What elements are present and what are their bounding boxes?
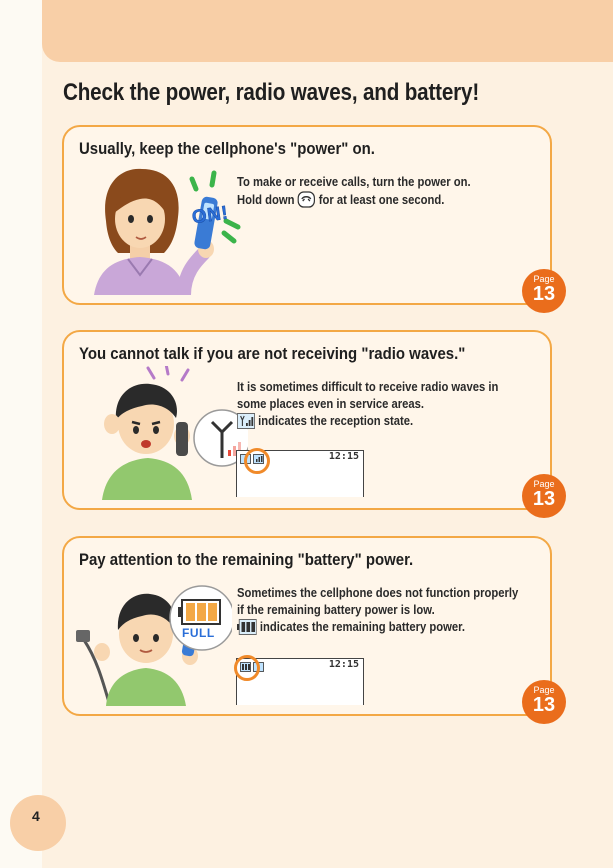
boy-with-charger-illustration (72, 578, 232, 706)
battery-desc-line-1: Sometimes the cellphone does not function properly (237, 586, 519, 600)
radio-desc-line-2: some places even in service areas. (237, 397, 425, 411)
battery-section-card (62, 536, 556, 716)
power-desc-line-1: To make or receive calls, turn the power on. (237, 175, 471, 189)
battery-description (237, 585, 518, 636)
signal-strength-icon (237, 413, 255, 429)
battery-level-icon (237, 619, 257, 635)
page-ref-label: Page (533, 479, 555, 489)
radio-section-card (62, 330, 556, 510)
battery-page-ref-badge[interactable] (522, 680, 566, 724)
page-ref-label: Page (533, 274, 555, 284)
battery-icon-text: indicates the remaining battery power. (259, 620, 465, 634)
page-title: Check the power, radio waves, and battery! (63, 79, 480, 106)
page-ref-label: Page (533, 685, 555, 695)
page-number: 4 (32, 808, 40, 824)
battery-highlight-circle (234, 655, 260, 681)
battery-section-heading: Pay attention to the remaining "battery" power. (79, 550, 414, 569)
power-section-heading: Usually, keep the cellphone's "power" on. (79, 139, 375, 158)
power-desc-before-key: Hold down (237, 193, 295, 207)
radio-section-heading: You cannot talk if you are not receiving "radio waves." (79, 344, 466, 363)
page-margin (0, 0, 42, 868)
power-description (237, 174, 471, 209)
end-power-key-icon (298, 191, 316, 208)
screen-clock: 12:15 (328, 659, 359, 670)
page-ref-number: 13 (532, 694, 556, 716)
screen-clock: 12:15 (328, 451, 359, 462)
radio-desc-line-3 (237, 413, 498, 430)
power-desc-line-2 (237, 191, 471, 209)
power-page-ref-badge[interactable] (522, 269, 566, 313)
battery-desc-line-3 (237, 619, 518, 636)
signal-highlight-circle (244, 448, 270, 474)
on-label: ON! (190, 202, 230, 229)
power-desc-after-key: for at least one second. (318, 193, 445, 207)
full-label: FULL (182, 626, 215, 640)
header-band (42, 0, 613, 62)
radio-page-ref-badge[interactable] (522, 474, 566, 518)
boy-with-phone-illustration (90, 366, 248, 500)
battery-desc-line-2: if the remaining battery power is low. (237, 603, 435, 617)
woman-with-phone-illustration (92, 161, 242, 295)
power-section-card (62, 125, 556, 305)
page-number-tab (10, 795, 66, 851)
radio-description (237, 379, 498, 430)
page-ref-number: 13 (532, 283, 556, 305)
radio-desc-line-1: It is sometimes difficult to receive radio waves in (237, 380, 499, 394)
radio-icon-text: indicates the reception state. (258, 414, 414, 428)
page-ref-number: 13 (532, 488, 556, 510)
